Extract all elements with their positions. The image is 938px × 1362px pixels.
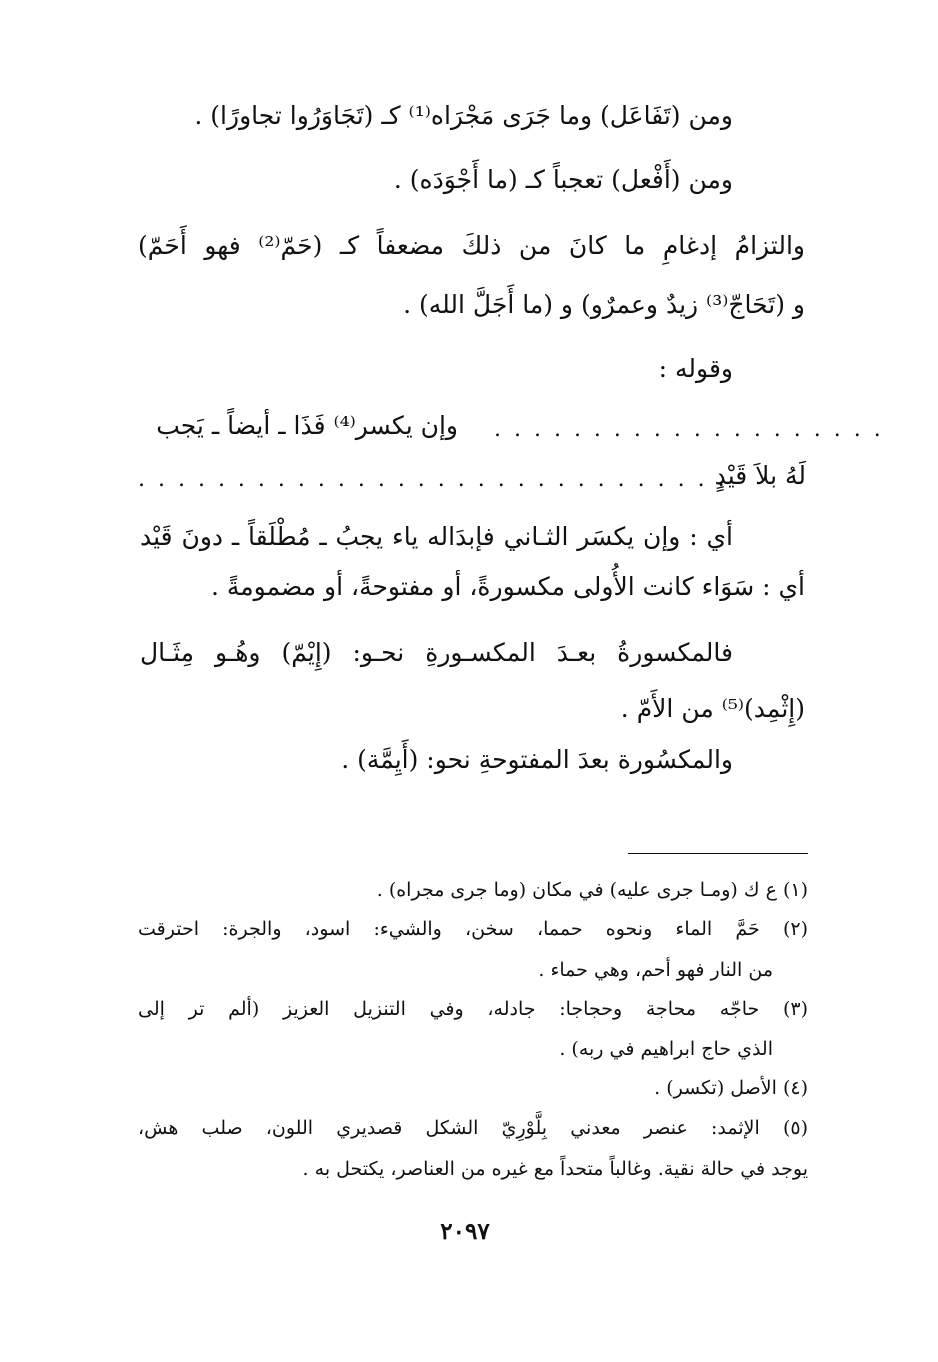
body-line-8: فالمكسورةُ بعـدَ المكسـورةِ نحـو: (إِيْمّ) وهُـو مِثَـال [140,638,733,667]
verse-dots-1: . . . . . . . . . . . . . . . . . . . . [494,417,884,442]
body-line-5: وقوله : [658,354,733,383]
verse-hemistich-2: لَهُ بلاَ قَيْدٍ [714,461,806,490]
footnote-2-cont: من النار فهو أحم، وهي حماء . [538,959,773,981]
footnote-1: (١) ع ك (ومـا جرى عليه) في مكان (وما جرى مجراه) . [376,879,808,901]
verse-dots-2: . . . . . . . . . . . . . . . . . . . . . . . . . . . . . . [138,467,728,492]
page-number: ٢٠٩٧ [440,1218,490,1245]
body-line-6: أي : وإن يكسَر الثـاني فإبدَاله ياء يجبُ ـ مُطْلَقاً ـ دونَ قَيْد [140,522,733,551]
body-line-3: والتزامُ إدغامِ ما كانَ من ذلكَ مضعفاً كـ (حَمّ⁽²⁾ فهو أَحَمّ) [138,231,805,260]
body-line-2: ومن (أَفْعل) تعجباً كـ (ما أَجْوَدَه) . [393,165,733,194]
footnote-5: (٥) الإثمد: عنصر معدني بِلَّوْرِيّ الشكل قصديري اللون، صلب هش، [138,1117,808,1139]
footnote-2: (٢) حَمَّ الماء ونحوه حمما، سخن، والشيء: اسود، والجرة: احترقت [138,918,808,940]
footnote-4: (٤) الأصل (تكسر) . [654,1077,808,1099]
body-line-1: ومن (تَفَاعَل) وما جَرَى مَجْرَاه⁽¹⁾ كـ (تَجَاوَرُوا تجاورًا) . [194,101,733,130]
body-line-7: أي : سَوَاء كانت الأُولى مكسورةً، أو مفتوحةً، أو مضمومةً . [210,572,805,601]
footnote-5-cont: يوجد في حالة نقية. وغالباً متحداً مع غيره من العناصر، يكتحل به . [302,1158,808,1180]
verse-hemistich-1: وإن يكسر⁽⁴⁾ فَذَا ـ أيضاً ـ يَجب [156,411,458,440]
body-line-4: و (تَحَاجّ⁽³⁾ زيدٌ وعمرٌو) و (ما أَجَلَّ الله) . [403,290,805,319]
footnote-3-cont: الذي حاج ابراهيم في ربه) . [559,1038,773,1060]
footnote-separator [628,853,808,854]
footnote-3: (٣) حاجّه محاجة وحجاجا: جادله، وفي التنزيل العزيز (ألم تر إلى [138,998,808,1020]
body-line-10: والمكسُورة بعدَ المفتوحةِ نحو: (أَيِمَّة) . [341,745,733,774]
body-line-9: (إِثْمِد)⁽⁵⁾ من الأَمّ . [620,694,805,723]
